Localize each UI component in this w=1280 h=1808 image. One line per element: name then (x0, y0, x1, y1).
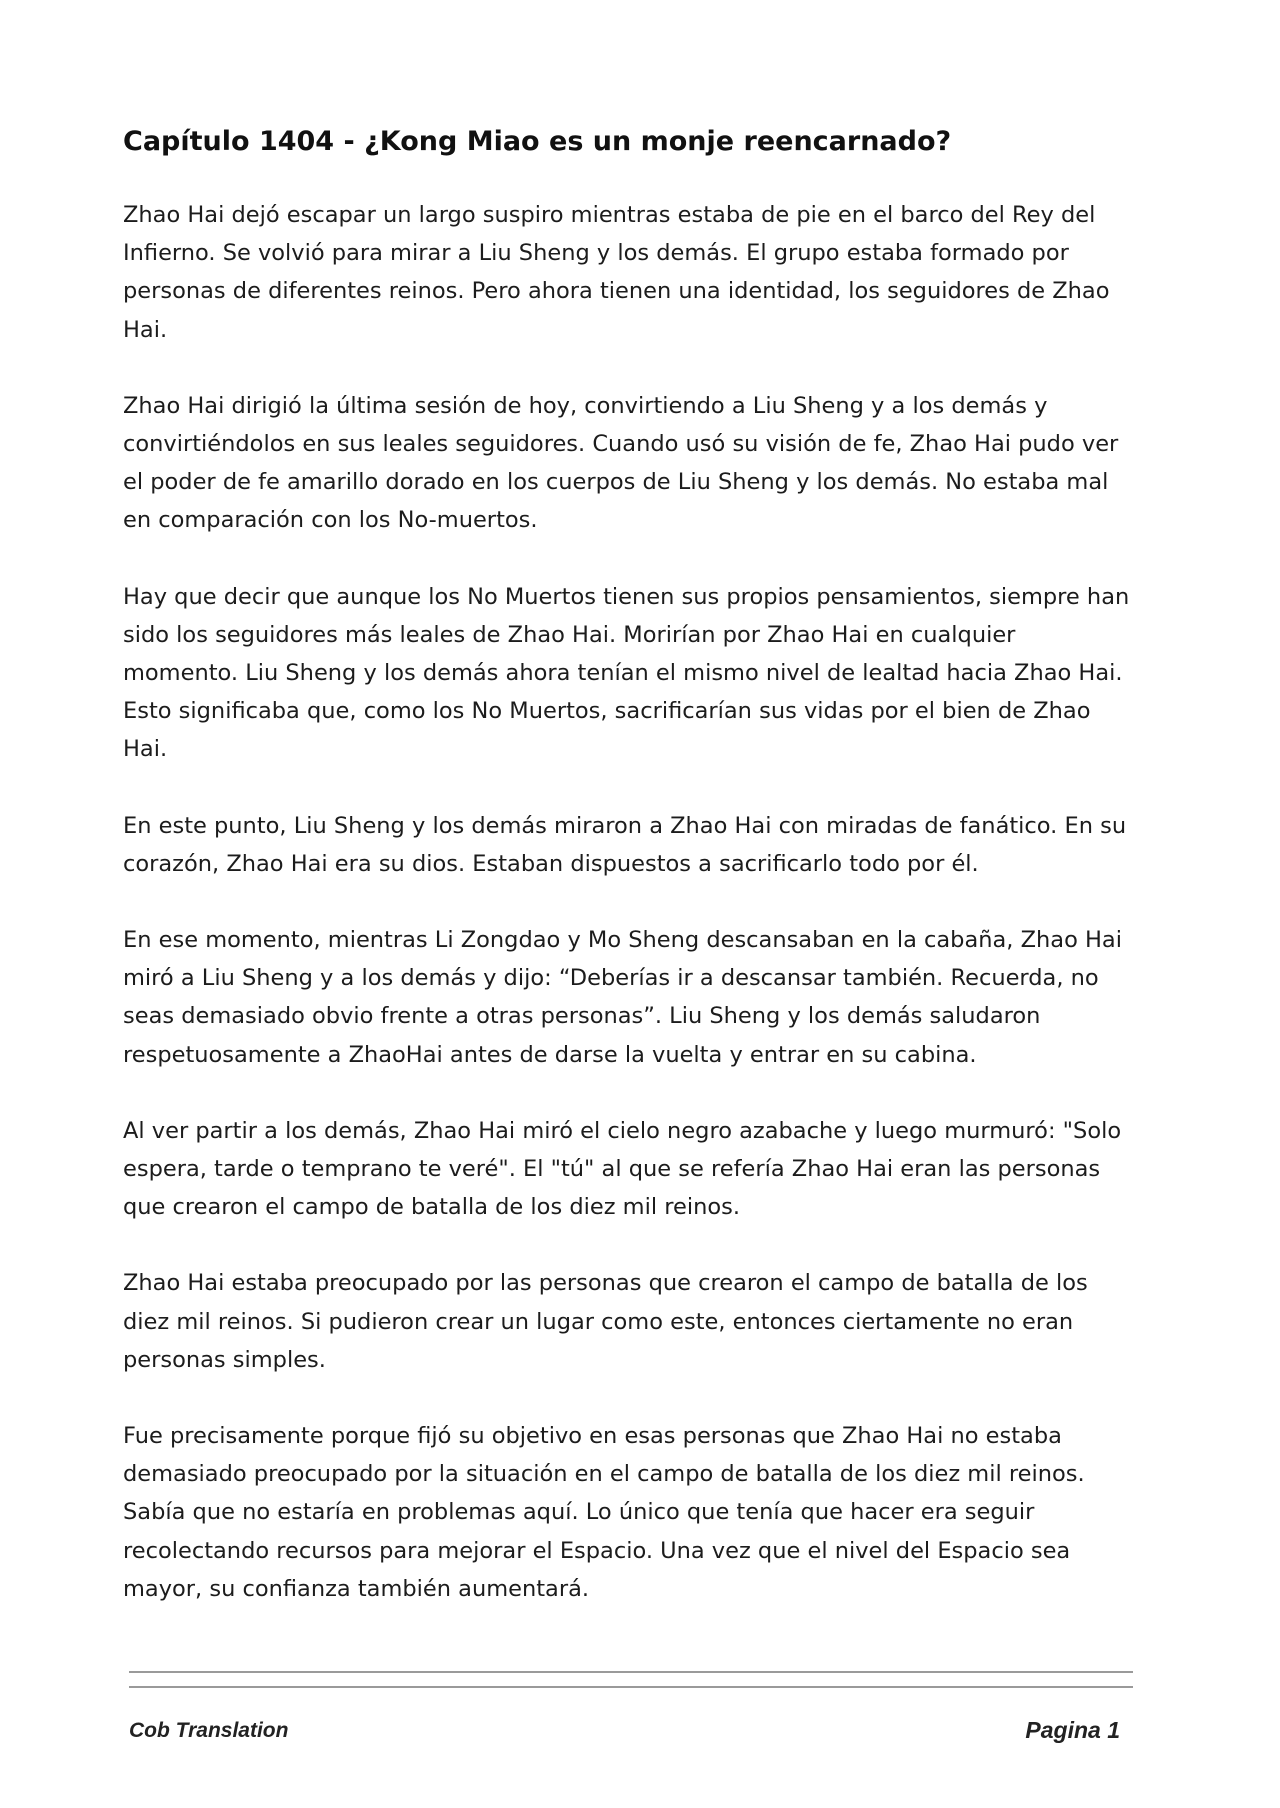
paragraph-7: Zhao Hai estaba preocupado por las personas que crearon el campo de batalla de los diez mil reinos. Si pudieron crear un lugar como este, entonces ciertamente no eran personas simples. (123, 1270, 1088, 1373)
paragraph-4: En este punto, Liu Sheng y los demás miraron a Zhao Hai con miradas de fanático. En su corazón, Zhao Hai era su dios. Estaban dispuestos a sacrificarlo todo por él. (123, 812, 1127, 877)
footer-page-number: Pagina 1 (1025, 1717, 1120, 1743)
chapter-title: Capítulo 1404 - ¿Kong Miao es un monje reencarnado? (123, 126, 952, 157)
paragraph-1: Zhao Hai dejó escapar un largo suspiro mientras estaba de pie en el barco del Rey del Infierno. Se volvió para mirar a Liu Sheng y los demás. El grupo estaba formado por personas de diferentes reinos. Pero ahora tienen una identidad, los seguidores de Zhao Hai. (123, 202, 1110, 343)
paragraph-8: Fue precisamente porque fijó su objetivo en esas personas que Zhao Hai no estaba demasiado preocupado por la situación en el campo de batalla de los diez mil reinos. Sabía que no estaría en problemas aquí. Lo único que tenía que hacer era seguir recolectando recursos para mejorar el Espacio. Una vez que el nivel del Espacio sea mayor, su confianza también aumentará. (123, 1423, 1085, 1602)
paragraph-3: Hay que decir que aunque los No Muertos tienen sus propios pensamientos, siempre han sido los seguidores más leales de Zhao Hai. Morirían por Zhao Hai en cualquier momento. Liu Sheng y los demás ahora tenían el mismo nivel de lealtad hacia Zhao Hai. Esto significaba que, como los No Muertos, sacrificarían sus vidas por el bien de Zhao Hai. (123, 583, 1130, 763)
document-body (123, 122, 1133, 1646)
paragraph-2: Zhao Hai dirigió la última sesión de hoy, convirtiendo a Liu Sheng y a los demás y convirtiéndolos en sus leales seguidores. Cuando usó su visión de fe, Zhao Hai pudo ver el poder de fe amarillo dorado en los cuerpos de Liu Sheng y los demás. No estaba mal en comparación con los No-muertos. (123, 392, 1119, 534)
footer-divider-top (129, 1671, 1133, 1673)
paragraph-5: En ese momento, mientras Li Zongdao y Mo Sheng descansaban en la cabaña, Zhao Hai miró a Liu Sheng y a los demás y dijo: “Deberías ir a descansar también. Recuerda, no seas demasiado obvio frente a otras personas”. Liu Sheng y los demás saludaron respetuosamente a ZhaoHai antes de darse la vuelta y entrar en su cabina. (123, 927, 1122, 1068)
paragraph-6: Al ver partir a los demás, Zhao Hai miró el cielo negro azabache y luego murmuró: "Solo espera, tarde o temprano te veré". El "tú" al que se refería Zhao Hai eran las personas que crearon el campo de batalla de los diez mil reinos. (123, 1117, 1122, 1221)
footer-translator-credit: Cob Translation (129, 1719, 289, 1742)
footer-divider-bottom (129, 1686, 1133, 1688)
